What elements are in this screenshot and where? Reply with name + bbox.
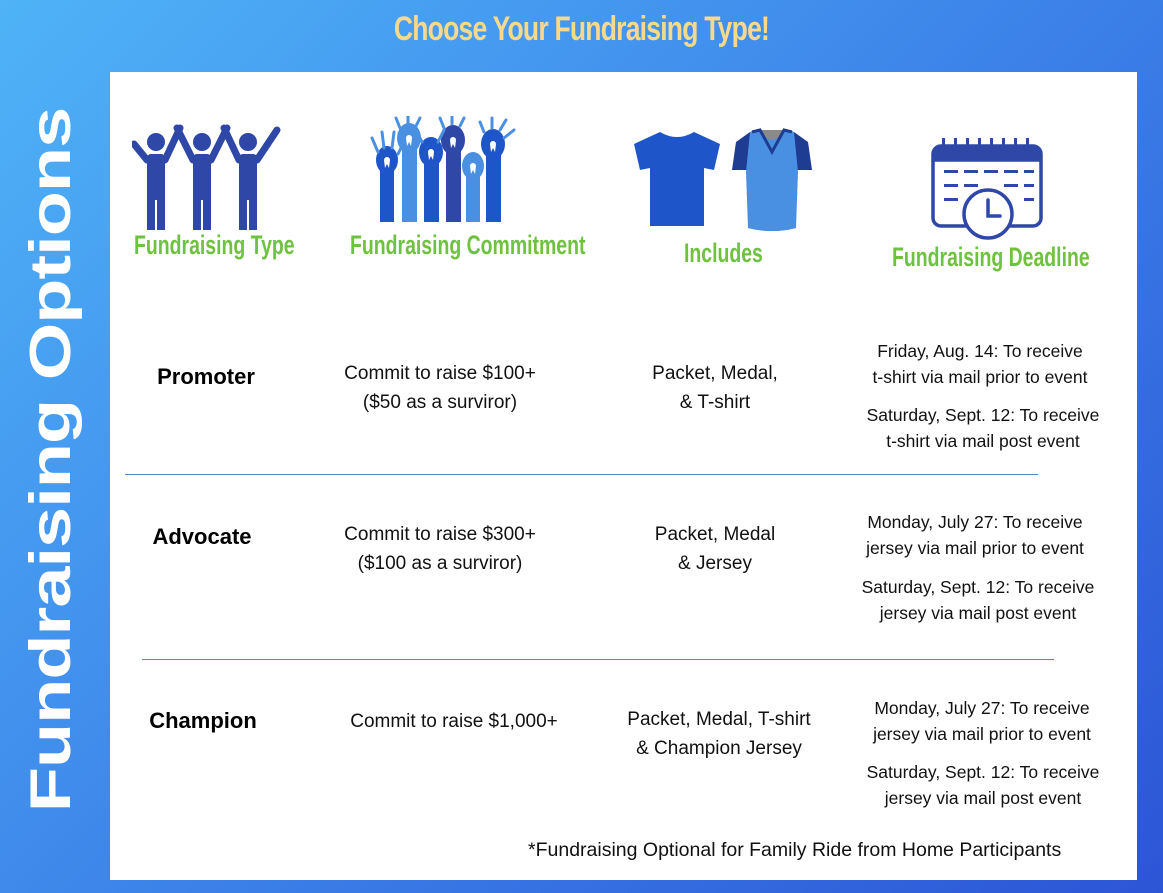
type-champion: Champion: [149, 708, 257, 733]
includes-champion: Packet, Medal, T-shirt & Champion Jersey: [627, 709, 811, 759]
commitment-champion: Commit to raise $1,000+: [350, 711, 558, 732]
deadline-promoter-1: Friday, Aug. 14: To receive t-shirt via mail prior to event: [872, 341, 1088, 387]
tshirt-jersey-icon: [632, 128, 814, 232]
column-head-type: Fundraising Type: [134, 230, 295, 260]
deadline-promoter-2: Saturday, Sept. 12: To receive t-shirt via mail post event: [866, 405, 1100, 451]
footnote: *Fundraising Optional for Family Ride from Home Participants: [528, 839, 1062, 861]
row-divider: [125, 474, 1038, 475]
options-card: [110, 72, 1137, 880]
column-head-includes: Includes: [684, 238, 763, 268]
commitment-advocate: Commit to raise $300+ ($100 as a surviror): [344, 524, 536, 574]
column-head-commitment: Fundraising Commitment: [350, 230, 586, 260]
commitment-promoter: Commit to raise $100+ ($50 as a surviror): [344, 363, 536, 413]
deadline-advocate-1: Monday, July 27: To receive jersey via mail prior to event: [866, 512, 1084, 558]
side-title: Fundraising Options: [17, 107, 83, 813]
deadline-advocate-2: Saturday, Sept. 12: To receive jersey via mail post event: [861, 577, 1095, 623]
type-advocate: Advocate: [152, 524, 252, 549]
page-title: Choose Your Fundraising Type!: [393, 10, 770, 48]
row-divider: [142, 659, 1054, 660]
raised-hands-ribbon-icon: [358, 116, 528, 224]
type-promoter: Promoter: [157, 364, 255, 389]
deadline-champion-2: Saturday, Sept. 12: To receive jersey via mail post event: [866, 762, 1100, 808]
column-head-deadline: Fundraising Deadline: [892, 242, 1090, 272]
includes-advocate: Packet, Medal & Jersey: [654, 524, 776, 574]
includes-promoter: Packet, Medal, & T-shirt: [652, 363, 778, 413]
deadline-champion-1: Monday, July 27: To receive jersey via mail prior to event: [873, 698, 1091, 744]
calendar-clock-icon: [930, 138, 1048, 242]
people-cheering-icon: [132, 122, 282, 232]
